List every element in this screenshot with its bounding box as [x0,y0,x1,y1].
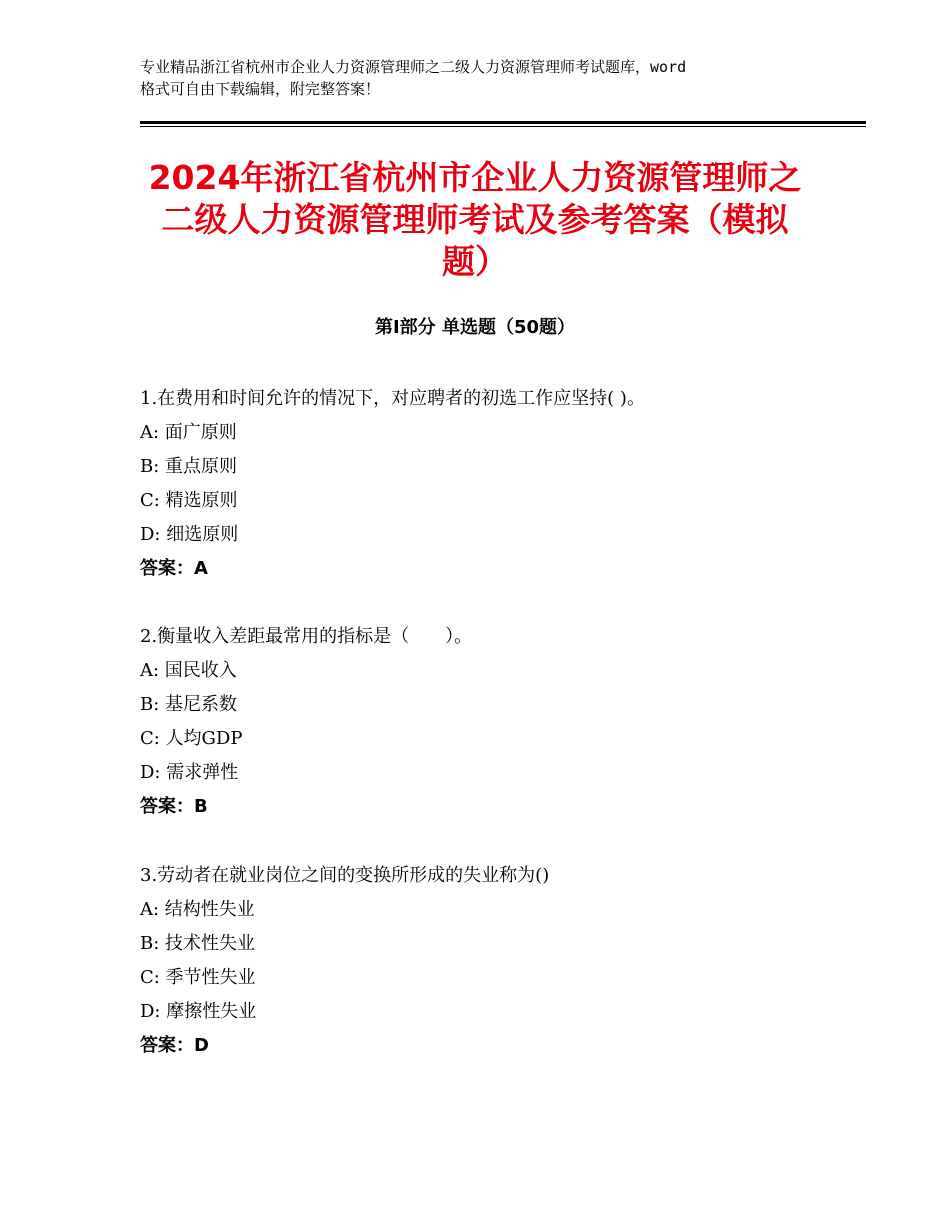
answer-label: 答案：A [140,558,208,579]
header-note [140,56,830,100]
question-1 [140,382,840,586]
option-c: C: 精选原则 [140,490,238,511]
answer-label: 答案：B [140,796,208,817]
question-stem: 2.衡量收入差距最常用的指标是（ ）。 [140,626,473,647]
option-a: A: 国民收入 [140,660,237,681]
question-2 [140,620,840,824]
question-stem: 3.劳动者在就业岗位之间的变换所形成的失业称为() [140,865,550,886]
option-b: B: 技术性失业 [140,933,256,954]
header-divider-thick [140,121,866,124]
option-a: A: 结构性失业 [140,899,255,920]
document-title [140,157,810,283]
document-title-line: 二级人力资源管理师考试及参考答案（模拟 [161,200,789,239]
option-c: C: 季节性失业 [140,967,256,988]
header-note-line: 专业精品浙江省杭州市企业人力资源管理师之二级人力资源管理师考试题库，word [140,58,687,76]
question-3 [140,859,840,1063]
option-b: B: 重点原则 [140,456,238,477]
question-stem: 1.在费用和时间允许的情况下，对应聘者的初选工作应坚持( )。 [140,388,645,409]
option-c: C: 人均GDP [140,728,243,749]
option-d: D: 摩擦性失业 [140,1001,257,1022]
option-a: A: 面广原则 [140,422,237,443]
section-title: 第Ⅰ部分 单选题（50题） [374,317,575,338]
option-d: D: 细选原则 [140,524,239,545]
header-note-line: 格式可自由下载编辑，附完整答案！ [140,80,381,98]
header-divider-thin [140,126,866,127]
document-title-line: 题） [442,242,508,281]
document-title-line: 2024年浙江省杭州市企业人力资源管理师之 [148,158,802,197]
option-b: B: 基尼系数 [140,694,238,715]
answer-label: 答案：D [140,1035,209,1056]
option-d: D: 需求弹性 [140,762,239,783]
